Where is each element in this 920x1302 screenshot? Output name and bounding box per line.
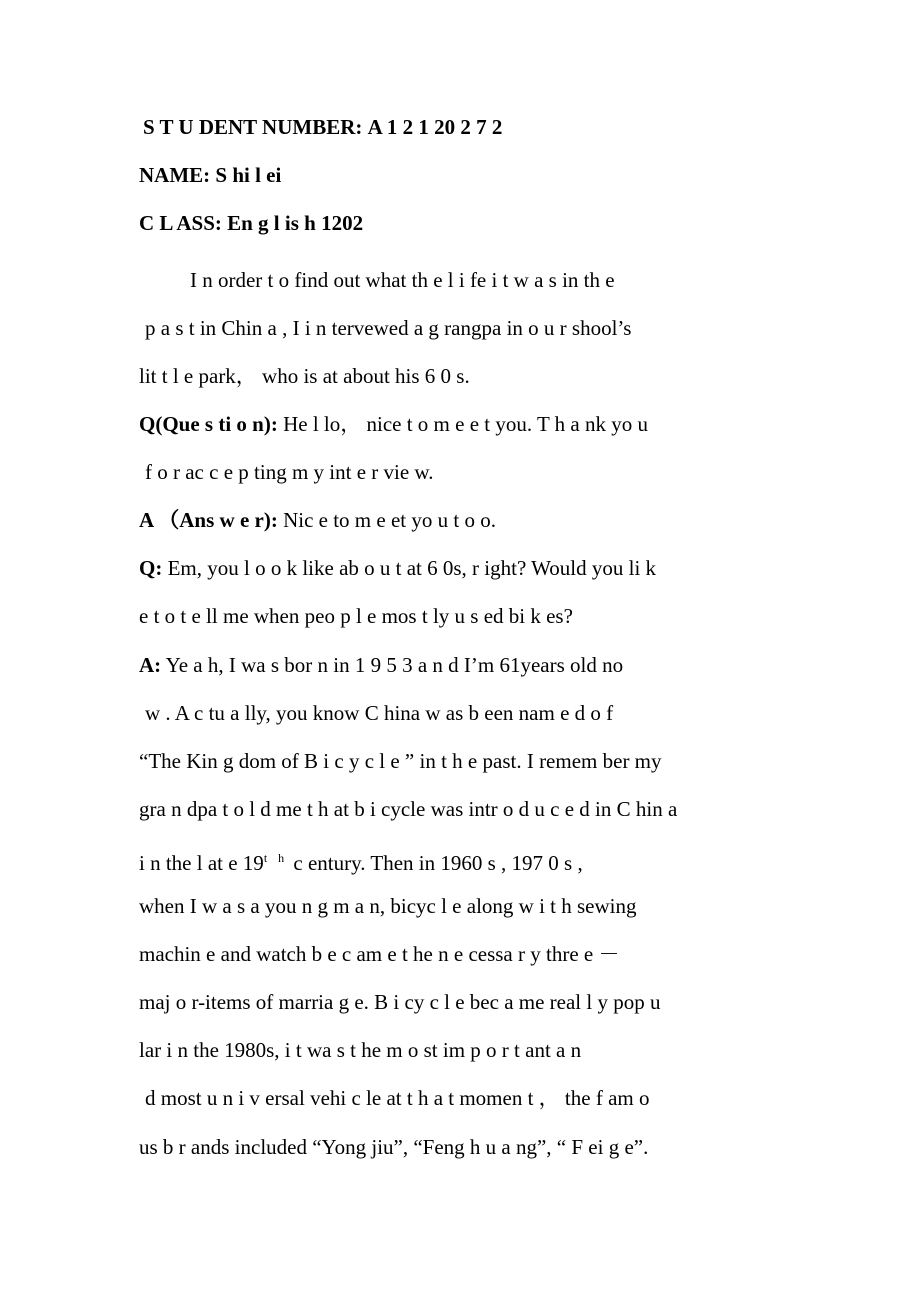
a2-line-11: us b r ands included “Yong jiu”, “Feng h u a ng”, “ F ei g e”. <box>139 1135 649 1159</box>
a1-line <box>139 505 799 535</box>
name-value: S hi l ei <box>215 163 282 187</box>
q1-line-2: f o r ac c e p ting m y int e r vie w. <box>145 460 434 484</box>
a2-line-10: d most u n i v ersal vehi c le at t h a t momen t ， the f am o <box>145 1086 650 1110</box>
a2-label: A: <box>139 653 162 677</box>
q1-text-1: He l lo， nice t o m e e t you. T h a nk yo u <box>283 412 648 436</box>
class-label: C L ASS: <box>139 211 222 235</box>
intro-line-2: p a s t in Chin a , I i n tervewed a g rangpa in o u r shool’s <box>145 316 632 340</box>
student-number-line <box>143 112 803 142</box>
q2-label: Q: <box>139 556 163 580</box>
a2-text-1: Ye a h, I wa s bor n in 1 9 5 3 a n d I’m 61years old no <box>165 653 624 677</box>
intro-line-1: I n order t o find out what th e l i fe i t w a s in th e <box>190 268 615 292</box>
a2-line-5 <box>139 843 799 878</box>
a2-line-4: gra n dpa t o l d me t h at b i cycle was intr o d u c e d in C hin a <box>139 797 678 821</box>
a2-text-5b: c entury. Then in 1960 s , 197 0 s , <box>293 851 583 875</box>
class-line <box>139 208 799 238</box>
a1-text: Nic e to m e et yo u t o o. <box>283 508 496 532</box>
a1-label: A （Ans w e r): <box>139 508 278 532</box>
class-value: En g l is h 1202 <box>227 211 364 235</box>
q1-label: Q(Que s ti o n): <box>139 412 278 436</box>
q1-line-1 <box>139 409 799 439</box>
intro-line-3: lit t l e park， who is at about his 6 0 s. <box>139 364 470 388</box>
q2-text-1: Em, you l o o k like ab o u t at 6 0s, r ight? Would you li k <box>167 556 657 580</box>
a2-text-5a: i n the l at e 19 <box>139 851 264 875</box>
a2-line-7: machin e and watch b e c am e t he n e cessa r y thre e － <box>139 942 620 966</box>
a2-line-2: w . A c tu a lly, you know C hina w as b een nam e d o f <box>145 701 614 725</box>
q2-line-2: e t o t e ll me when peo p l e mos t ly u s ed bi k es? <box>139 604 573 628</box>
a2-line-3: “The Kin g dom of B i c y c l e ” in t h e past. I remem ber my <box>139 749 662 773</box>
a2-line-8: maj o r-items of marria g e. B i cy c l e bec a me real l y pop u <box>139 990 661 1014</box>
student-number-value: A 1 2 1 20 2 7 2 <box>367 115 503 139</box>
a2-line-1 <box>139 650 799 680</box>
student-number-label: S T U DENT NUMBER: <box>143 115 363 139</box>
name-line <box>139 160 799 190</box>
name-label: NAME: <box>139 163 211 187</box>
a2-line-6: when I w a s a you n g m a n, bicyc l e along w i t h sewing <box>139 894 637 918</box>
q2-line-1 <box>139 553 799 583</box>
a2-line-9: lar i n the 1980s, i t wa s t he m o st im p o r t ant a n <box>139 1038 582 1062</box>
superscript-th: t h <box>263 851 289 865</box>
